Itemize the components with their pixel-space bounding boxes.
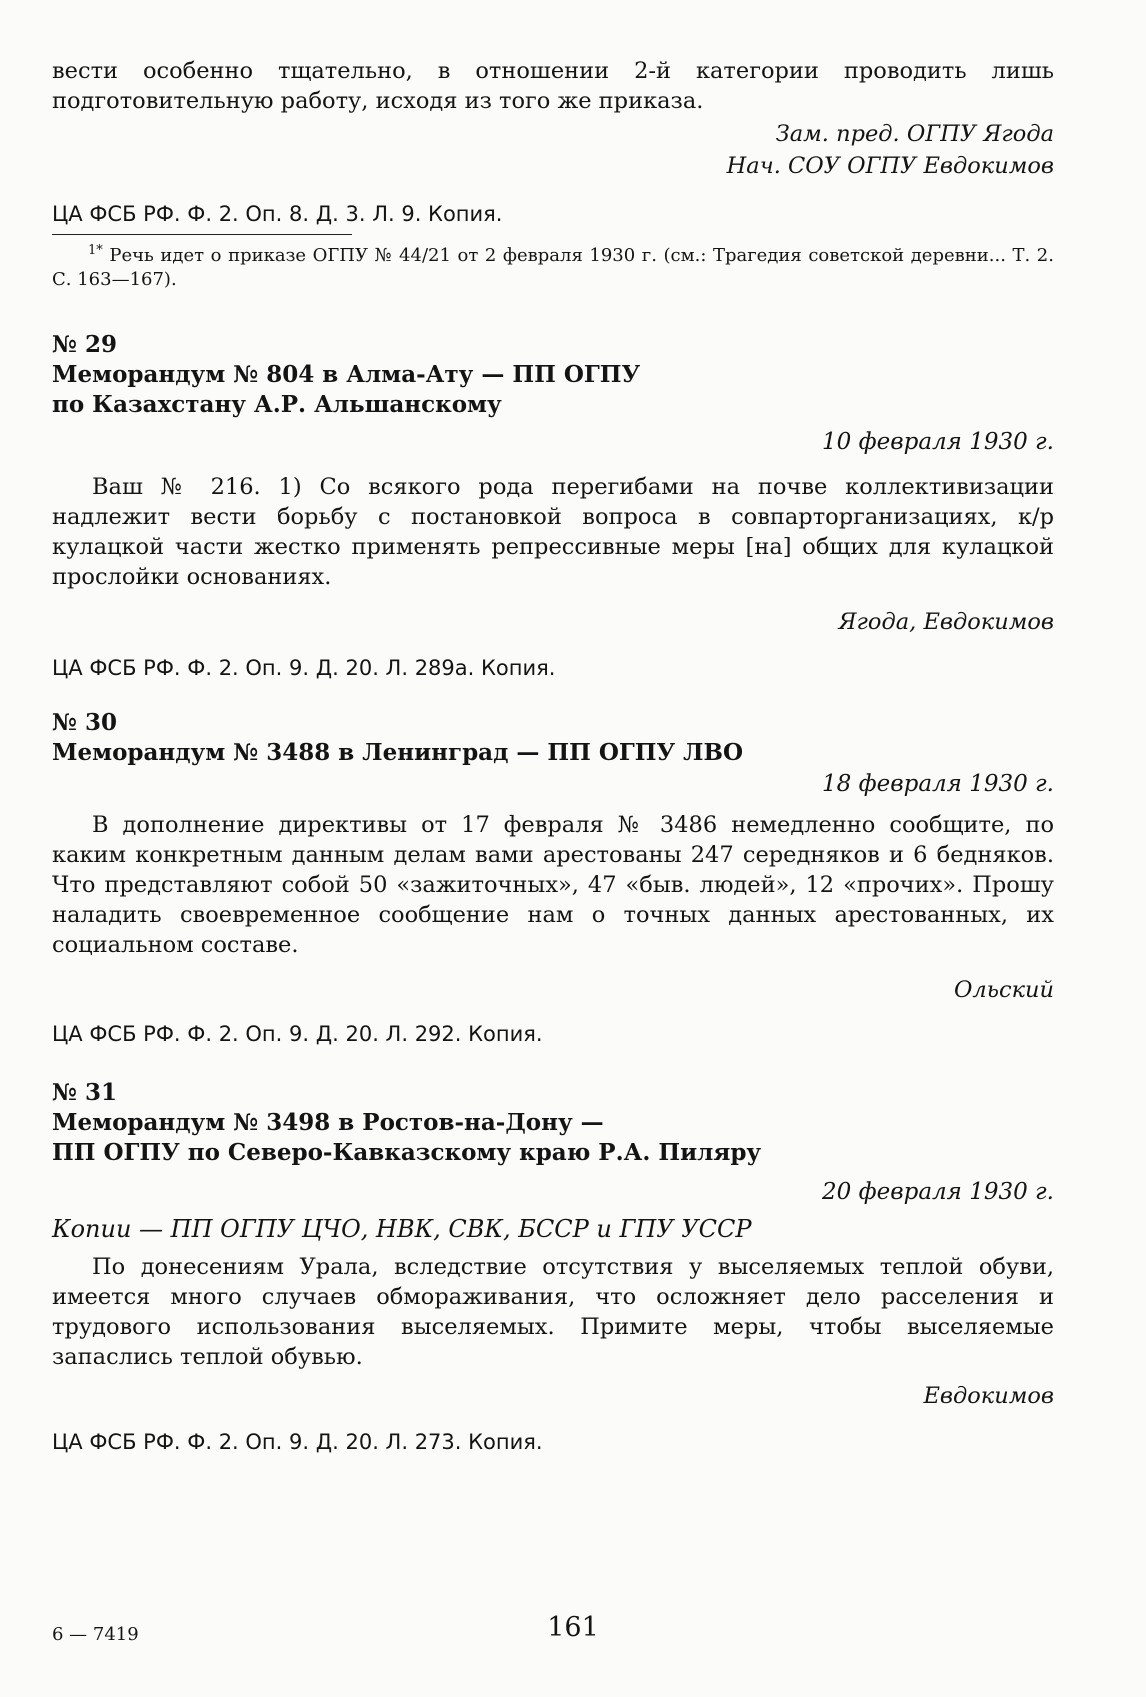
footnote-divider	[52, 234, 352, 235]
page-number: 161	[547, 1612, 599, 1643]
document-signature: Ольский	[953, 977, 1054, 1003]
document-copies: Копии — ПП ОГПУ ЦЧО, НВК, СВК, БССР и ГПУ УССР	[52, 1215, 752, 1243]
document-29	[52, 330, 1054, 682]
intro-signature-1: Зам. пред. ОГПУ Ягода	[775, 121, 1054, 147]
document-date: 10 февраля 1930 г.	[822, 429, 1054, 455]
document-title-line2: по Казахстану А.Р. Альшанскому	[52, 391, 502, 418]
intro-signature-2: Нач. СОУ ОГПУ Евдокимов	[726, 153, 1054, 179]
document-title-line1: Меморандум № 3488 в Ленинград — ПП ОГПУ ЛВО	[52, 739, 743, 766]
document-title-line1: Меморандум № 804 в Алма-Ату — ПП ОГПУ	[52, 361, 641, 388]
page-content	[52, 56, 1054, 1456]
document-date: 18 февраля 1930 г.	[822, 771, 1054, 797]
document-number: № 31	[52, 1079, 118, 1106]
document-signature: Ягода, Евдокимов	[838, 609, 1054, 635]
document-body: Ваш № 216. 1) Со всякого рода перегибами на почве коллективизации надлежит вести борьбу с постановкой вопроса в совпарторганизациях, к/р кулацкой части жестко применять репрессивные меры [на] общих для кулацкой прослойки основаниях.	[52, 474, 1054, 590]
signature-code: 6 — 7419	[52, 1624, 139, 1645]
document-31	[52, 1078, 1054, 1456]
document-number: № 30	[52, 709, 118, 736]
document-30	[52, 708, 1054, 1048]
document-title-line2: ПП ОГПУ по Северо-Кавказскому краю Р.А. Пиляру	[52, 1139, 762, 1166]
document-number: № 29	[52, 331, 118, 358]
document-signature: Евдокимов	[923, 1383, 1054, 1409]
footnote-text: Речь идет о приказе ОГПУ № 44/21 от 2 февраля 1930 г. (см.: Трагедия советской деревни... Т. 2. С. 163—167).	[52, 245, 1054, 290]
footnote	[52, 239, 1054, 292]
document-archive-reference: ЦА ФСБ РФ. Ф. 2. Оп. 9. Д. 20. Л. 273. Копия.	[52, 1430, 543, 1454]
document-archive-reference: ЦА ФСБ РФ. Ф. 2. Оп. 9. Д. 20. Л. 292. Копия.	[52, 1022, 543, 1046]
document-date: 20 февраля 1930 г.	[822, 1179, 1054, 1205]
document-body: В дополнение директивы от 17 февраля № 3486 немедленно сообщите, по каким конкретным данным делам вами арестованы 247 середняков и 6 бедняков. Что представляют собой 50 «зажиточных», 47 «быв. людей», 12 «прочих». Прошу наладить своевременное сообщение нам о точных данных арестованных, их социальном составе.	[52, 812, 1054, 958]
footnote-mark: 1*	[88, 243, 103, 258]
document-body: По донесениям Урала, вследствие отсутствия у выселяемых теплой обуви, имеется много случаев обмораживания, что осложняет дело расселения и трудового использования выселяемых. Примите меры, чтобы выселяемые запаслись теплой обувью.	[52, 1254, 1054, 1370]
intro-paragraph: вести особенно тщательно, в отношении 2-й категории проводить лишь подготовительную работу, исходя из того же приказа.	[52, 58, 1054, 114]
document-archive-reference: ЦА ФСБ РФ. Ф. 2. Оп. 9. Д. 20. Л. 289а. Копия.	[52, 656, 556, 680]
document-title-line1: Меморандум № 3498 в Ростов-на-Дону —	[52, 1109, 604, 1136]
intro-archive-reference: ЦА ФСБ РФ. Ф. 2. Оп. 8. Д. 3. Л. 9. Копия.	[52, 202, 503, 226]
